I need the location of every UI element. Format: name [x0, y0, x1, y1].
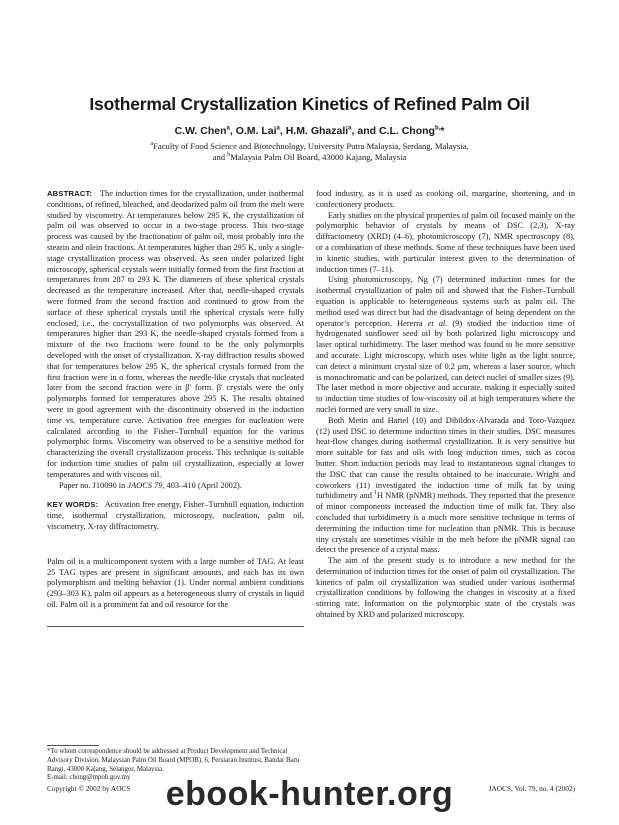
body-paragraph: food industry, as it is used as cooking oil, margarine, shortening, and in confectionery products.	[316, 189, 575, 209]
abstract: ABSTRACT: The induction times for the crystallization, under isothermal conditions, of refined, bleached, and deodorized palm oil from the melt were studied by viscometry. At temperatures below 295 K, the crystallization of palm oil was observed to occur in a two-stage process. This two-stage process was caused by the fractionation of palm oil, most probably into the stearin and olein fractions. At temperatures higher than 295 K, only a single-stage crystallization process was observed. As seen under polarized light microscopy, spherical crystals were initially formed from the first fraction at temperatures from 287 to 293 K. The diameters of these spherical crystals decreased as the temperature increased. After that, needle-shaped crystals were formed from the second fraction and continued to grow from the surface of these spherical crystals until the spherical crystals were fully enclosed, i.e., the cocrystallization of two polymorphs was observed. At temperatures higher than 293 K, the needle-shaped crystals formed from a mixture of the two fractions were found to be the only polymorphs developed with the onset of crystallization. X-ray diffraction results showed that for temperatures below 295 K, the spherical crystals formed from the first fraction were in α form, whereas the needle-like crystals that nucleated later from the second fraction were in β′ form. β′ crystals were the only polymorphs formed for temperatures above 295 K. The results obtained were in good agreement with the discontinuity observed in the induction time vs. temperature curve. Activation free energies for nucleation were calculated according to the Fisher–Turnbull equation for the various polymorphic forms. Viscometry was observed to be a sensitive method for characterizing the overall crystallization process. This technique is suitable for induction time studies of palm oil crystallization, especially at lower temperatures and with viscous oil.	[47, 189, 304, 479]
journal-footer: JAOCS, Vol. 79, no. 4 (2002)	[488, 784, 575, 793]
left-column	[47, 189, 304, 611]
body-paragraph: Early studies on the physical properties of palm oil focused mainly on the polymorphic behavior of crystals by means of DSC (2,3), X-ray diffractometry (XRD) (4–6), photomicroscopy (7), NMR spectroscopy (8), or a combination of these methods. Some of these techniques have been used in kinetic studies, with particular interest given to the determination of induction times (7–11).	[316, 210, 575, 274]
section-divider	[47, 626, 304, 627]
watermark: ebook-hunter.org	[165, 775, 454, 813]
paper-title: Isothermal Crystallization Kinetics of Refined Palm Oil	[89, 94, 530, 114]
paper-number: Paper no. J10090 in JAOCS 79, 403–410 (April 2002).	[59, 480, 242, 490]
affiliations	[0, 141, 619, 163]
author-line: C.W. Chen$^a$, O.M. Lai$^a$, H.M. Ghazali$^a$, and C.L. Chong$^{b,}$*	[174, 125, 445, 137]
intro-paragraph: Palm oil is a multicomponent system with a large number of TAG. At least 25 TAG types are present in significant amounts, and each has its own polymorphism and melting behavior (1). Under normal ambient conditions (293–303 K), palm oil appears as a heterogeneous slurry of crystals in liquid oil. Palm oil is a prominent fat and oil resource for the	[47, 556, 304, 609]
affiliation-line: $^a$Faculty of Food Science and Biotechnology, University Putra Malaysia, Serdang, Malaysia,	[150, 141, 469, 151]
author: H.M. Ghazali	[285, 125, 349, 137]
copyright-footer: Copyright © 2002 by AOCS	[47, 784, 131, 793]
footnote-rule	[47, 745, 99, 746]
affiliation-line: and $^b$Malaysia Palm Oil Board, 43000 Kajang, Malaysia	[212, 152, 407, 162]
footnote: *To whom correspondence should be addressed at Product Development and Technical Advisory Division, Malaysian Palm Oil Board (MPOB), 6, Persiaran Institusi, Bandar Baru Bangi, 43000 Kajang, Selangor, Malaysia. E-mail: chong@mpob.gov.my	[47, 748, 304, 783]
right-column	[316, 189, 575, 621]
footnote-email: E-mail: chong@mpob.gov.my	[47, 774, 131, 782]
body-paragraph: Using photomicroscopy, Ng (7) determined induction times for the isothermal crystallization of palm oil and showed that the Fisher–Turnbull equation is applicable to heterogeneous systems such as palm oil. The method used was direct but had the disadvantage of being dependent on the operator’s perception. Hererra et al. (9) studied the induction time of hydrogenated sunflower seed oil by both polarized light microscopy and laser optical turbidimetry. The laser method was found to be more sensitive and accurate. Light microscopy, which uses white light as the light source, can detect a minimum crystal size of 0.2 μm, whereas a laser source, which is monochromatic and can be polarized, can detect nuclei of smaller sizes (9). The laser method is more objective and accurate, making it especially suited to induction time studies of low-viscosity oil at high temperatures where the nuclei formed are very small in size.	[316, 275, 576, 414]
keywords-label: KEY WORDS:	[47, 500, 99, 510]
keywords: KEY WORDS: Activation free energy, Fisher–Turnbull equation, induction time, isothermal crystallization, microscopy, nucleation, palm oil, viscometry, X-ray diffractometry.	[47, 500, 304, 531]
body-paragraph: Both Metin and Hartel (10) and Dibildox-Alvarada and Toro-Vazquez (12) used DSC to determine induction times in their studies. DSC measures heat-flow changes during isothermal crystallization. It is very sensitive but more suitable for fats and oils with long induction times, such as cocoa butter. Short induction periods may lead to instantaneous signal changes to the DSC that can cause the results obtained to be inaccurate. Wright and coworkers (11) investigated the induction time of milk fat by using turbidimetry and $^1$H NMR (pNMR) methods. They reported that the presence of minor components increased the induction time of milk fat. They also concluded that turbidimetry is a much more sensitive technique in terms of determining the induction time for nucleation than pNMR. This is because tiny crystals are sometimes visible in the melt before the pNMR signal can detect the presence of a crystal mass.	[316, 415, 575, 555]
author: O.M. Lai	[235, 125, 277, 137]
author: C.W. Chen	[174, 125, 227, 137]
author: C.L. Chong	[378, 125, 435, 137]
body-paragraph: The aim of the present study is to introduce a new method for the determination of induction times for the onset of palm oil crystallization. The kinetics of palm oil crystallization was studied under various isothermal crystallization conditions by following the changes in viscosity at a fixed stirring rate. Information on the polymorphic state of the crystals was obtained by XRD and polarized microscopy.	[316, 556, 575, 620]
abstract-label: ABSTRACT:	[47, 189, 93, 198]
